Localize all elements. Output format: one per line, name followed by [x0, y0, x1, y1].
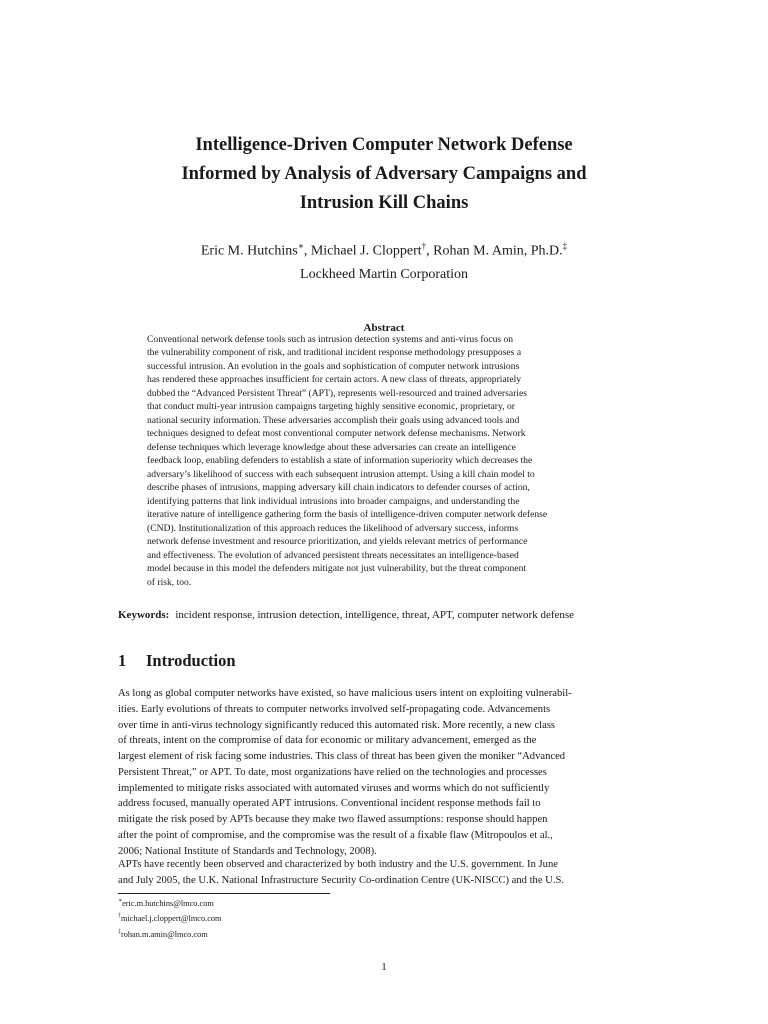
paragraph-line: over time in anti-virus technology significantly reduced this automated risk. More recently, a new class — [118, 719, 556, 731]
footnote — [118, 926, 222, 941]
abstract-line: that conduct multi-year intrusion campaigns targeting highly sensitive economic, proprietary, or — [147, 401, 515, 413]
author-footnote-mark: † — [421, 241, 427, 251]
abstract-line: model because in this model the defenders mitigate not just vulnerability, but the threat component — [147, 563, 527, 575]
abstract-line: successful intrusion. An evolution in the goals and sophistication of computer network intrusions — [147, 360, 520, 372]
body-paragraph — [118, 686, 652, 859]
footnote-email-link[interactable]: michael.j.cloppert@lmco.com — [121, 914, 222, 924]
paragraph-line: APTs have recently been observed and characterized by both industry and the U.S. government. In June — [118, 859, 558, 870]
abstract-line: defense techniques which leverage knowledge about these adversaries can create an intelligence — [147, 441, 516, 453]
abstract-heading: Abstract — [363, 322, 405, 334]
keywords-label: Keywords: — [118, 609, 170, 621]
footnote-mark: ∗ — [118, 898, 123, 904]
abstract-line: adversary’s likelihood of success with each subsequent intrusion attempt. Using a kill chain model to — [147, 468, 535, 480]
paragraph-line: ities. Early evolutions of threats to computer networks involved self-propagating code. Advancements — [118, 703, 551, 715]
abstract-line: Conventional network defense tools such as intrusion detection systems and anti-virus focus on — [147, 334, 514, 345]
keywords — [118, 609, 658, 621]
body-paragraph — [118, 857, 652, 889]
affiliation: Lockheed Martin Corporation — [300, 267, 468, 282]
footnotes — [118, 895, 222, 941]
title-line: Intrusion Kill Chains — [299, 193, 469, 213]
footnote — [118, 895, 222, 910]
title-line: Intelligence-Driven Computer Network Defense — [195, 135, 573, 155]
abstract-line: feedback loop, enabling defenders to establish a state of information superiority which decreases the — [147, 455, 533, 467]
author-list: Eric M. Hutchins∗, Michael J. Cloppert†, Rohan M. Amin, Ph.D.‡ — [200, 241, 568, 259]
paragraph-line: As long as global computer networks have existed, so have malicious users intent on exploiting vulnerabil- — [118, 688, 572, 699]
footnote-mark: ‡ — [118, 928, 121, 935]
paragraph-line: implemented to mitigate risks associated with automated viruses and worms which do not sufficiently — [118, 782, 550, 794]
paragraph-line: Persistent Threat,” or APT. To date, most organizations have relied on the technologies and processes — [118, 766, 547, 778]
abstract-line: describe phases of intrusions, mapping adversary kill chain indicators to defender courses of action, — [147, 482, 530, 494]
abstract-line: techniques designed to defeat most conventional computer network defense mechanisms. Network — [147, 428, 526, 440]
footnote — [118, 910, 222, 925]
abstract-line: the vulnerability component of risk, and traditional incident response methodology presupposes a — [147, 347, 522, 359]
title-line: Informed by Analysis of Adversary Campaigns and — [181, 164, 587, 184]
abstract-line: of risk, too. — [147, 576, 192, 588]
paragraph-line: 2006; National Institute of Standards and Technology, 2008). — [118, 845, 377, 857]
footnote-email-link[interactable]: rohan.m.amin@lmco.com — [121, 929, 208, 939]
paragraph-line: of threats, intent on the compromise of data for economic or military advancement, emerged as the — [118, 735, 537, 747]
author-footnote-mark: ‡ — [562, 241, 568, 251]
author-name: Michael J. Cloppert — [310, 243, 422, 259]
abstract-line: (CND). Institutionalization of this approach reduces the likelihood of adversary success, informs — [147, 522, 519, 534]
abstract-line: iterative nature of intelligence gathering form the basis of intelligence-driven computer network defense — [147, 509, 548, 521]
abstract-line: network defense investment and resource prioritization, and yields relevant metrics of performance — [147, 536, 528, 548]
paragraph-line: and July 2005, the U.K. National Infrastructure Security Co-ordination Centre (UK-NISCC) and the U.S. — [118, 874, 565, 886]
paper-title — [90, 131, 678, 218]
footnote-email-link[interactable]: eric.m.hutchins@lmco.com — [122, 898, 214, 908]
abstract-line: identifying patterns that link individual intrusions into broader campaigns, and understanding the — [147, 495, 520, 507]
abstract-line: and effectiveness. The evolution of advanced persistent threats necessitates an intelligence-based — [147, 549, 519, 561]
section-number: 1 — [118, 651, 127, 670]
paragraph-line: largest element of risk facing some industries. This class of threat has been given the moniker “Advanced — [118, 751, 566, 762]
keywords-text: incident response, intrusion detection, intelligence, threat, APT, computer network defense — [175, 609, 575, 621]
abstract-line: has rendered these approaches insufficient for certain actors. A new class of threats, appropriately — [147, 374, 522, 386]
abstract-line: dubbed the “Advanced Persistent Threat” (APT), represents well-resourced and trained adversaries — [147, 387, 527, 399]
paragraph-line: mitigate the risk posed by APTs because they make two flawed assumptions: response should happen — [118, 814, 548, 825]
footnote-divider — [118, 893, 330, 894]
footnote-mark: † — [118, 913, 121, 920]
section-heading — [118, 651, 236, 671]
author-name: Eric M. Hutchins — [200, 243, 298, 259]
author-name: Rohan M. Amin, Ph.D. — [433, 243, 563, 259]
section-title: Introduction — [146, 651, 236, 670]
author-footnote-mark: ∗ — [297, 241, 304, 251]
paragraph-line: after the point of compromise, and the compromise was the result of a fixable flaw (Mitropoulos et al., — [118, 829, 553, 841]
abstract-line: national security information. These adversaries accomplish their goals using advanced tools and — [147, 414, 520, 426]
paragraph-line: address focused, manually operated APT intrusions. Conventional incident response methods fail to — [118, 798, 541, 810]
page-number: 1 — [381, 961, 387, 973]
abstract-body — [147, 333, 623, 589]
